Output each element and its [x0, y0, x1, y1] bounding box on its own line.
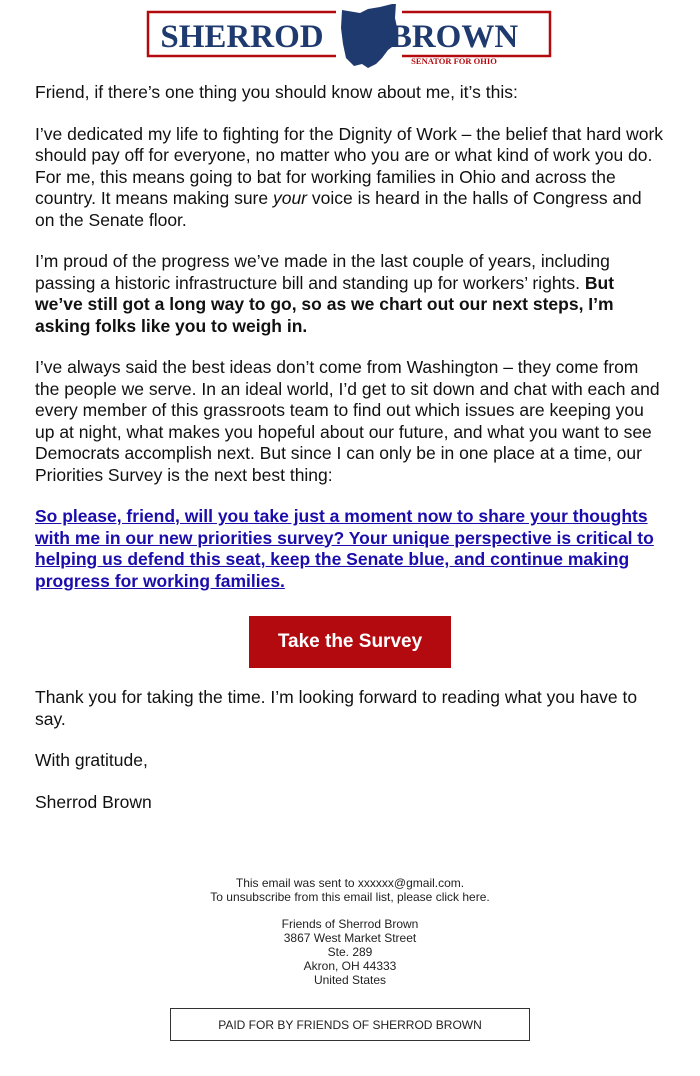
- sent-to-line: [0, 876, 700, 890]
- address-line: Ste. 289: [327, 945, 373, 959]
- p2-emphasis: your: [272, 188, 308, 208]
- p2-text-b: voice is heard in the halls of Congress and on the Senate floor.: [35, 188, 642, 230]
- signoff: With gratitude,: [35, 750, 148, 770]
- mailing-address: [0, 917, 700, 987]
- sherrod-brown-logo: [146, 4, 552, 68]
- address-line: 3867 West Market Street: [283, 931, 417, 945]
- dignity-of-work-paragraph: [35, 124, 665, 232]
- logo-last-name: BROWN: [389, 19, 519, 55]
- sent-prefix: This email was sent to: [235, 876, 358, 890]
- ideas-paragraph: I’ve always said the best ideas don’t come from Washington – they come from the people we serve. In an ideal world, I’d get to sit down and chat with each and every member of this grassroots team to find out which issues are keeping you up at night, what makes you hopeful about our future, and what you want to see Democrats accomplish next. But since I can only be in one place at a time, our Priorities Survey is the next best thing:: [35, 357, 660, 485]
- paid-for-disclaimer: PAID FOR BY FRIENDS OF SHERROD BROWN: [170, 1008, 530, 1041]
- p2-text-a: I’ve dedicated my life to fighting for the Dignity of Work – the belief that hard work should pay off for everyone, no matter who you are or what kind of work you do. For me, this means going to bat for working families in Ohio and across the country. It means making sure: [35, 123, 664, 208]
- survey-link[interactable]: So please, friend, will you take just a moment now to share your thoughts with me in our new priorities survey? Your unique perspective is critical to helping us defend this seat, keep the Senate blue, and continue making progress for working families.: [35, 506, 654, 591]
- email-body: [35, 82, 665, 592]
- thanks-paragraph: Thank you for taking the time. I’m looking forward to reading what you have to say.: [35, 687, 638, 729]
- p3-text: I’m proud of the progress we’ve made in the last couple of years, including passing a historic infrastructure bill and standing up for workers’ rights.: [35, 251, 610, 293]
- address-line: Akron, OH 44333: [303, 959, 397, 973]
- address-line: Friends of Sherrod Brown: [281, 917, 419, 931]
- unsubscribe-link[interactable]: To unsubscribe from this email list, please click here.: [210, 890, 490, 904]
- cta-paragraph: [35, 506, 665, 592]
- progress-paragraph: [35, 251, 665, 337]
- address-line: United States: [313, 973, 387, 987]
- email-footer: [0, 876, 700, 987]
- signature: Sherrod Brown: [35, 791, 152, 812]
- closing-section: [35, 687, 665, 813]
- greeting-paragraph: Friend, if there’s one thing you should know about me, it’s this:: [35, 82, 518, 102]
- recipient-email: xxxxxx@gmail.com.: [357, 876, 465, 890]
- take-survey-button[interactable]: Take the Survey: [249, 616, 451, 668]
- p3-bold-text: But we’ve still got a long way to go, so as we chart out our next steps, I’m asking folks like you to weigh in.: [35, 272, 615, 336]
- survey-button-wrap: [249, 616, 451, 668]
- logo-subtitle: SENATOR FOR OHIO: [411, 56, 497, 66]
- logo-first-name: SHERROD: [160, 19, 324, 55]
